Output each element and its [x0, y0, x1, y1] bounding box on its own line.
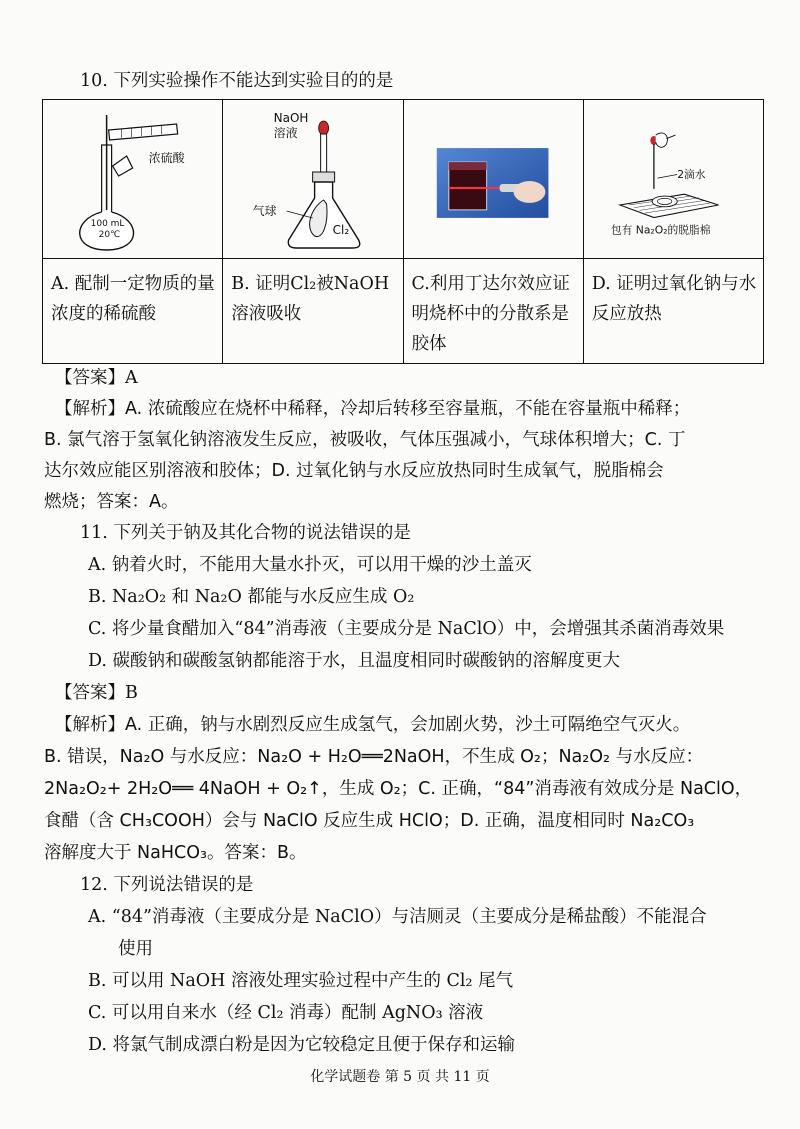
label-flask-temp: 20℃: [98, 230, 121, 240]
q12-option-d: D. 将氯气制成漂白粉是因为它较稳定且便于保存和运输: [88, 1035, 516, 1055]
q10-analysis-line-2: B. 氯气溶于氢氧化钠溶液发生反应，被吸收，气体压强减小，气球体积增大；C. 丁: [44, 430, 686, 450]
q12-option-c: C. 可以用自来水（经 Cl₂ 消毒）配制 AgNO₃ 溶液: [88, 1003, 484, 1023]
q10-option-c: C.利用丁达尔效应证明烧杯中的分散系是胶体: [403, 259, 583, 364]
label-two-drops: 2滴水: [676, 168, 706, 182]
q10-option-a: A. 配制一定物质的量浓度的稀硫酸: [43, 259, 223, 364]
label-flask-volume: 100 mL: [90, 219, 125, 229]
q10-image-d: [583, 100, 763, 259]
q11-answer: 【答案】B: [55, 683, 138, 703]
q10-analysis-line-4: 燃烧；答案：A。: [44, 492, 179, 512]
q10-answer: 【答案】A: [55, 368, 138, 388]
q11-analysis-line-5: 溶解度大于 NaHCO₃。答案：B。: [44, 843, 307, 863]
cotton-water-illustration: [584, 100, 763, 258]
q11-title: 11. 下列关于钠及其化合物的说法错误的是: [80, 523, 411, 543]
label-cotton: 包有 Na₂O₂的脱脂棉: [610, 223, 711, 237]
q11-analysis-line-3: 2Na₂O₂+ 2H₂O══ 4NaOH + O₂↑，生成 O₂；C. 正确，“84”消毒液有效成分是 NaClO，: [44, 779, 753, 799]
q12-title: 12. 下列说法错误的是: [80, 875, 254, 895]
q10-analysis-line-1: 【解析】A. 浓硫酸应在烧杯中稀释，冷却后转移至容量瓶，不能在容量瓶中稀释；: [55, 399, 691, 419]
page-footer: 化学试题卷 第 5 页 共 11 页: [310, 1069, 490, 1085]
q10-experiment-table: [42, 99, 764, 364]
label-conc-acid: 浓硫酸: [148, 151, 185, 165]
q10-image-b: [223, 100, 403, 259]
q12-option-a: A. “84”消毒液（主要成分是 NaClO）与洁厕灵（主要成分是稀盐酸）不能混合: [88, 907, 707, 927]
tyndall-effect-photo: [404, 100, 583, 258]
label-cl2: Cl₂: [332, 223, 350, 237]
flask-balloon-illustration: [223, 100, 402, 258]
label-balloon: 气球: [252, 204, 277, 218]
q10-analysis-line-3: 达尔效应能区别溶液和胶体；D. 过氧化钠与水反应放热同时生成氧气，脱脂棉会: [44, 461, 664, 481]
q10-option-b: B. 证明Cl₂被NaOH溶液吸收: [223, 259, 403, 364]
q11-option-a: A. 钠着火时，不能用大量水扑灭，可以用干燥的沙土盖灭: [88, 555, 532, 575]
q11-analysis-line-4: 食醋（含 CH₃COOH）会与 NaClO 反应生成 HClO；D. 正确，温度相同时 Na₂CO₃: [44, 811, 695, 831]
q11-analysis-line-2: B. 错误，Na₂O 与水反应：Na₂O + H₂O══2NaOH，不生成 O₂；Na₂O₂ 与水反应：: [44, 747, 704, 767]
q11-analysis-line-1: 【解析】A. 正确，钠与水剧烈反应生成氢气，会加剧火势，沙土可隔绝空气灭火。: [55, 715, 691, 735]
q11-option-b: B. Na₂O₂ 和 Na₂O 都能与水反应生成 O₂: [88, 587, 415, 607]
label-naoh-solution: 溶液: [273, 126, 298, 140]
q10-image-c: [403, 100, 583, 259]
volumetric-flask-illustration: [43, 100, 222, 258]
q12-option-a-cont: 使用: [118, 939, 153, 959]
q11-option-c: C. 将少量食醋加入“84”消毒液（主要成分是 NaClO）中，会增强其杀菌消毒效果: [88, 619, 725, 639]
q12-option-b: B. 可以用 NaOH 溶液处理实验过程中产生的 Cl₂ 尾气: [88, 971, 514, 991]
q10-option-d: D. 证明过氧化钠与水反应放热: [583, 259, 763, 364]
label-naoh: NaOH: [273, 111, 309, 125]
q10-image-a: [43, 100, 223, 259]
q11-option-d: D. 碳酸钠和碳酸氢钠都能溶于水，且温度相同时碳酸钠的溶解度更大: [88, 651, 621, 671]
q10-title: 10. 下列实验操作不能达到实验目的的是: [80, 71, 394, 91]
